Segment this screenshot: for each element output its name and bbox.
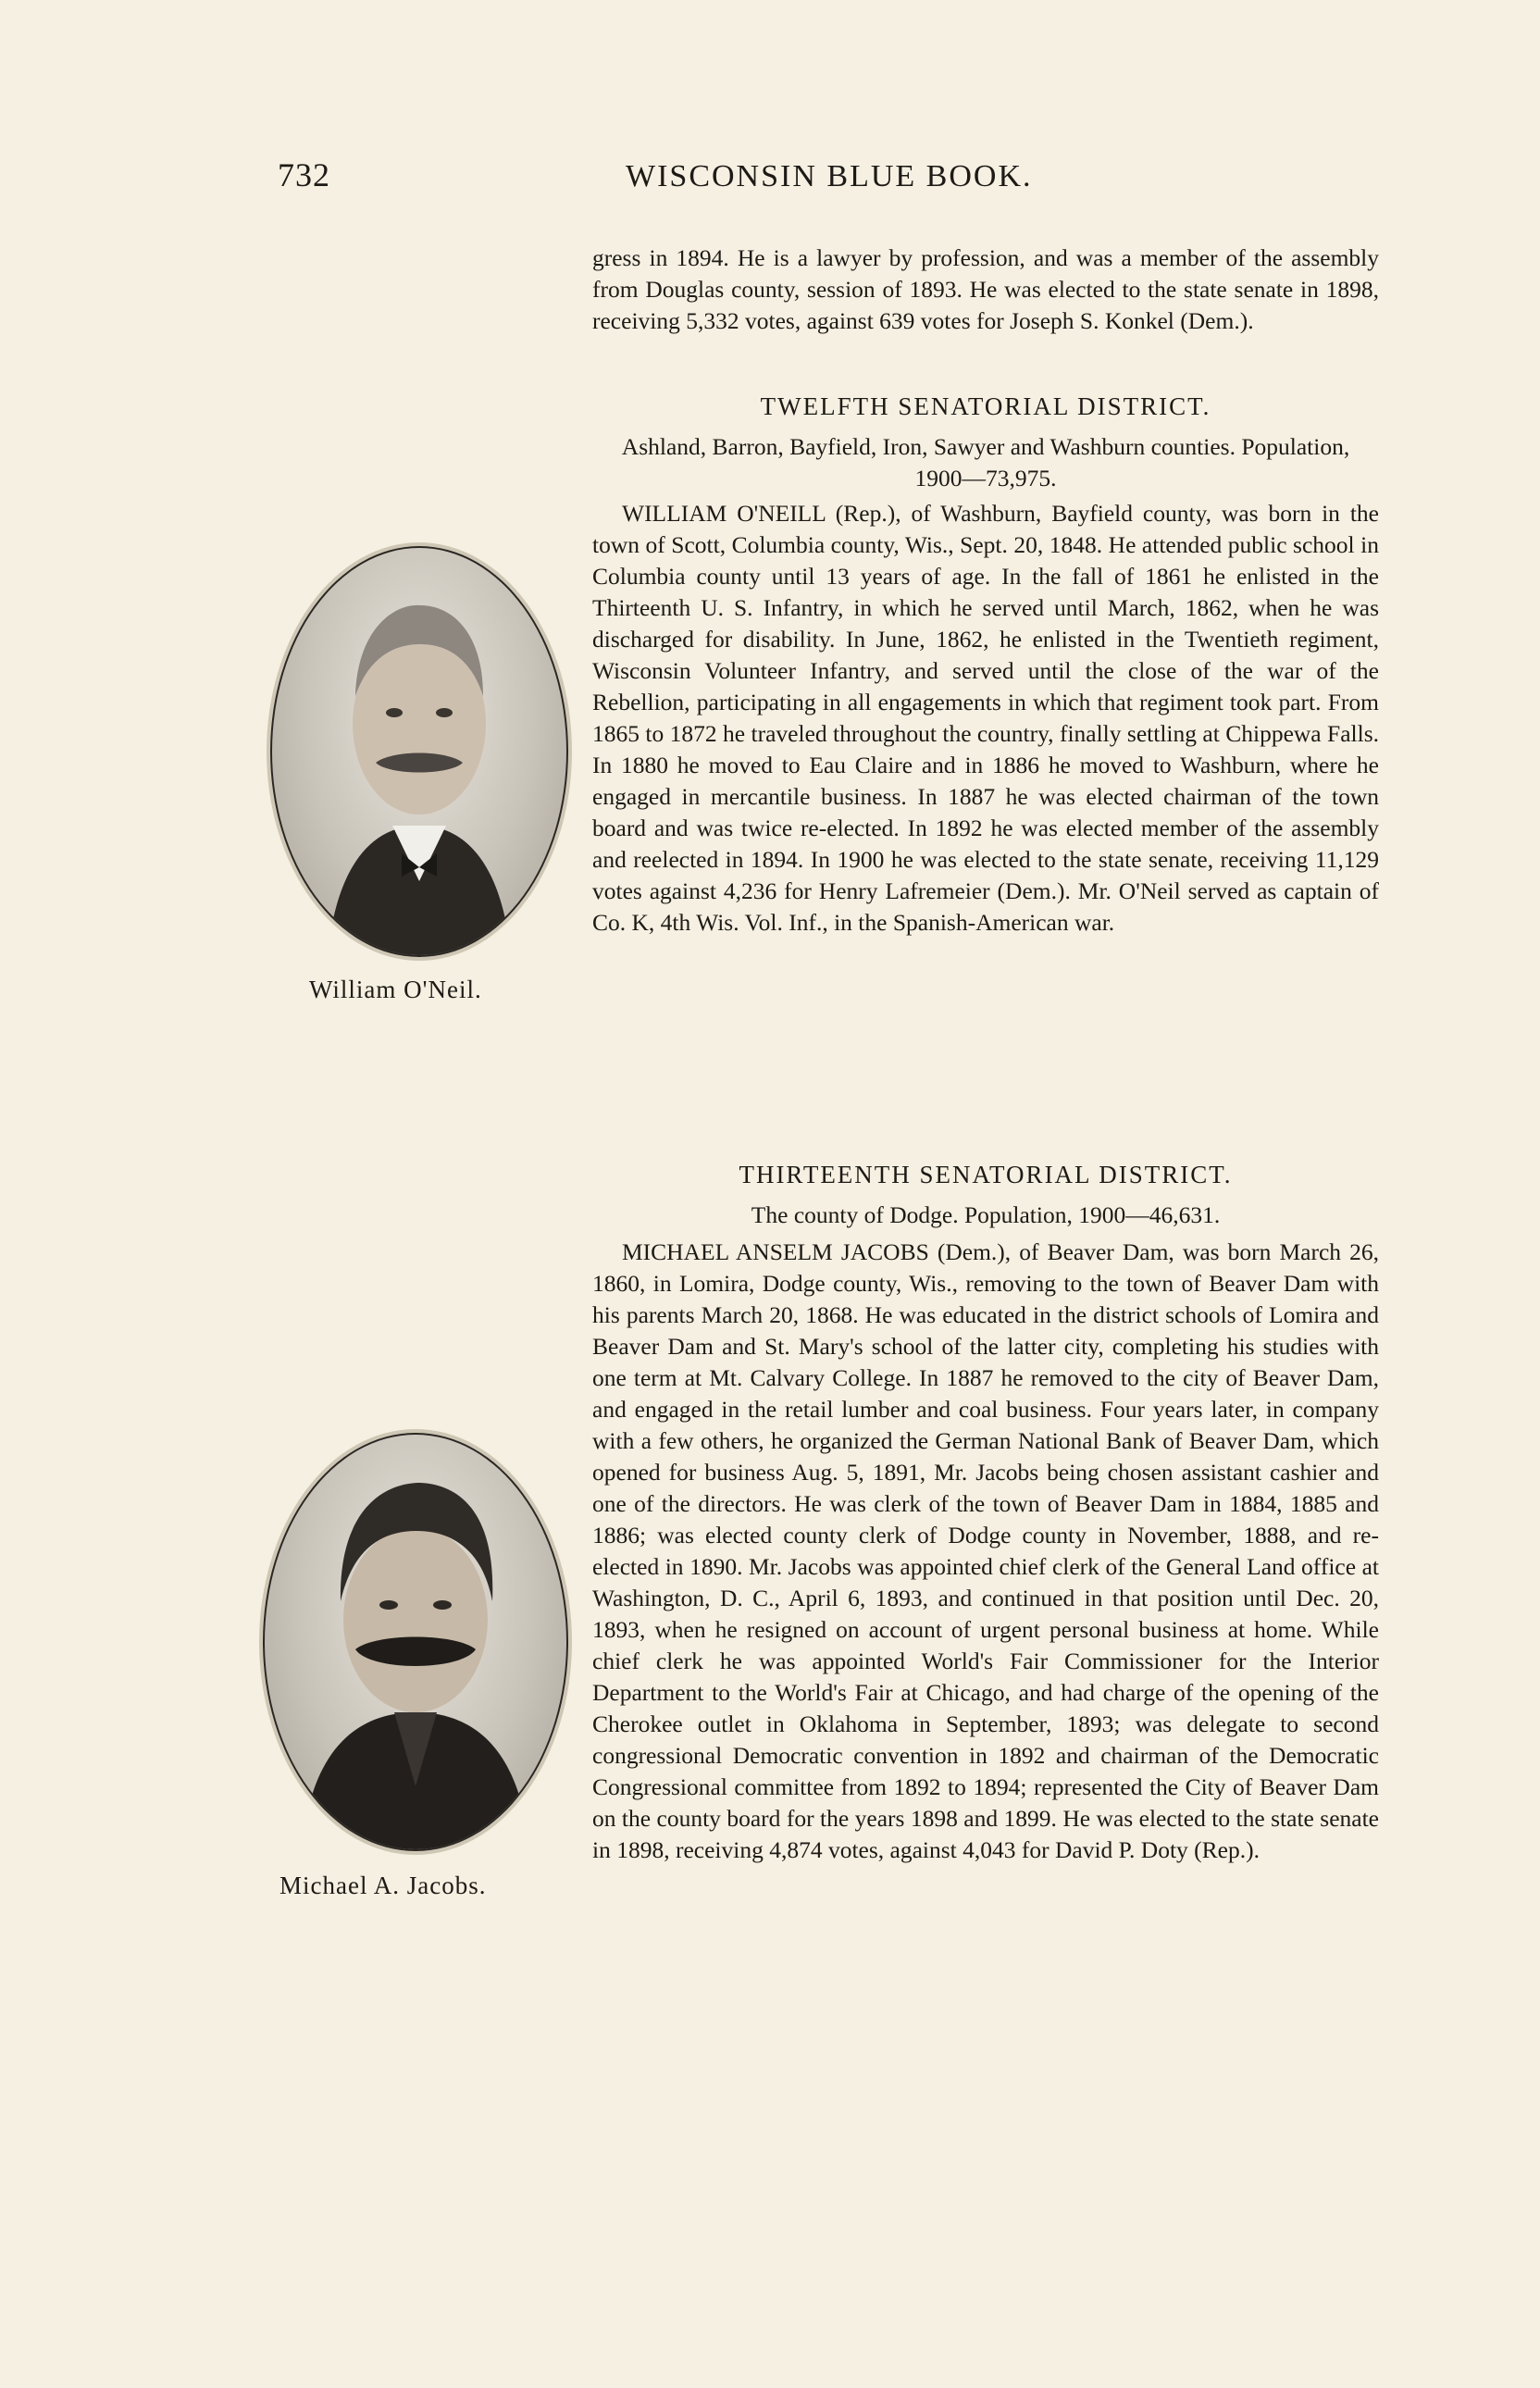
jacobs-caption: Michael A. Jacobs. (279, 1872, 487, 1899)
intro-block (592, 243, 1379, 337)
thirteenth-district-counties: The county of Dodge. Population, 1900—46,631. (751, 1201, 1221, 1228)
oneill-portrait (270, 546, 568, 957)
jacobs-biography: MICHAEL ANSELM JACOBS (Dem.), of Beaver Dam, was born March 26, 1860, in Lomira, Dodge county, Wis., removing to the town of Beaver Dam with his parents March 20, 1868. He was educated in the district schools of Lomira and Beaver Dam and St. Mary's school of the latter city, completing his studies with one term at Mt. Calvary College. In 1887 he removed to the city of Beaver Dam, and engaged in the retail lumber and coal business. Four years later, in company with a few others, he organized the German National Bank of Beaver Dam, which opened for business Aug. 5, 1891, Mr. Jacobs being chosen assistant cashier and one of the directors. He was clerk of the town of Beaver Dam in 1884, 1885 and 1886; was elected county clerk of Dodge county in November, 1888, and re-elected in 1890. Mr. Jacobs was appointed chief clerk of the General Land office at Washington, D. C., April 6, 1893, and continued in that position until Dec. 20, 1893, when he resigned on account of urgent personal business at home. While chief clerk he was appointed World's Fair Commissioner for the Interior Department to the World's Fair at Chicago, and had charge of the opening of the Cherokee outlet in Oklahoma in September, 1893; was delegate to second congressional Democratic convention in 1892 and chairman of the Democratic Congressional committee from 1892 to 1894; represented the City of Beaver Dam on the county board for the years 1898 and 1899. He was elected to the state senate in 1898, receiving 4,874 votes, against 4,043 for David P. Doty (Rep.). (592, 1238, 1379, 1863)
thirteenth-district-section (592, 1159, 1379, 1866)
intro-paragraph: gress in 1894. He is a lawyer by profession, and was a member of the assembly from Douglas county, session of 1893. He was elected to the state senate in 1898, receiving 5,332 votes, against 639 votes for Joseph S. Konkel (Dem.). (592, 244, 1379, 334)
twelfth-district-section (592, 391, 1379, 939)
oneill-biography: WILLIAM O'NEILL (Rep.), of Washburn, Bayfield county, was born in the town of Scott, Columbia county, Wis., Sept. 20, 1848. He attended public school in Columbia county until 13 years of age. In the fall of 1861 he enlisted in the Thirteenth U. S. Infantry, in which he served until March, 1862, when he was discharged for disability. In June, 1862, he enlisted in the Twentieth regiment, Wisconsin Volunteer Infantry, and served until the close of the war of the Rebellion, participating in all engagements in which that regiment took part. From 1865 to 1872 he traveled throughout the country, finally settling at Chippewa Falls. In 1880 he moved to Eau Claire and in 1886 he moved to Washburn, where he engaged in mercantile business. In 1887 he was elected chairman of the town board and was twice re-elected. In 1892 he was elected member of the assembly and reelected in 1894. In 1900 he was elected to the state senate, receiving 11,129 votes against 4,236 for Henry Lafremeier (Dem.). Mr. O'Neil served as captain of Co. K, 4th Wis. Vol. Inf., in the Spanish-American war. (592, 500, 1379, 936)
thirteenth-district-heading: THIRTEENTH SENATORIAL DISTRICT. (739, 1161, 1233, 1188)
page-number: 732 (278, 156, 330, 193)
jacobs-portrait (263, 1433, 568, 1851)
running-head: WISCONSIN BLUE BOOK. (626, 159, 1033, 193)
twelfth-district-heading: TWELFTH SENATORIAL DISTRICT. (760, 392, 1211, 420)
twelfth-district-counties: Ashland, Barron, Bayfield, Iron, Sawyer and Washburn counties. Population, 1900—73,975. (621, 433, 1350, 491)
oneill-caption: William O'Neil. (309, 976, 482, 1003)
